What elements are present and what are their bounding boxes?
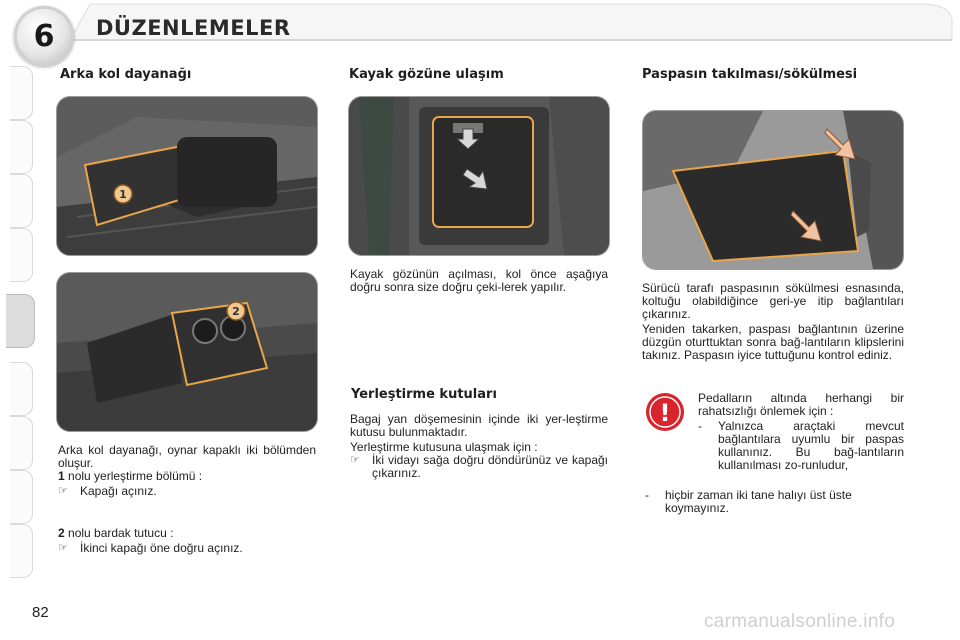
chapter-tab[interactable] <box>10 120 33 174</box>
storage-text: Bagaj yan döşemesinin içinde iki yer-leştirme kutusu bulunmaktadır. <box>350 412 608 439</box>
armrest-item2-text: nolu bardak tutucu : <box>64 526 174 540</box>
armrest-photo-1 <box>56 96 318 256</box>
ski-hatch-photo <box>348 96 610 256</box>
armrest-item1 <box>58 470 316 483</box>
warning-dash-2-text: hiçbir zaman iki tane halıyı üst üste koymayınız. <box>665 488 852 515</box>
armrest-description <box>58 444 316 555</box>
storage-bullet <box>350 454 608 480</box>
chapter-tabs <box>0 66 34 576</box>
armrest-item2-bullet-text: İkinci kapağı öne doğru açınız. <box>80 541 243 555</box>
chapter-tab[interactable] <box>10 66 33 120</box>
ski-hatch-description: Kayak gözünün açılması, kol önce aşağıya doğru sonra size doğru çeki-lerek yapılır. <box>350 267 608 294</box>
mat-refit-text: Yeniden takarken, paspası bağlantının üzerine düzgün oturttuktan sonra bağ-lantıların klipslerini takınız. Paspasın iyice tuttuğunu kontrol ediniz. <box>642 322 904 362</box>
floor-mat-photo <box>642 110 904 270</box>
chapter-tab[interactable] <box>10 228 33 282</box>
chapter-tab-active[interactable] <box>6 294 35 348</box>
warning-dash-1 <box>698 420 904 472</box>
mat-removal-text: Sürücü tarafı paspasının sökülmesi esnasında, koltuğu olabildiğince geri-ye itip bağlantıları çıkarınız. <box>642 281 904 321</box>
armrest-intro: Arka kol dayanağı, oynar kapaklı iki bölümden oluşur. <box>58 443 316 470</box>
armrest-item2-number: 2 <box>58 526 65 540</box>
bullet-icon: ☞ <box>350 454 360 466</box>
section-heading-armrest: Arka kol dayanağı <box>60 67 192 82</box>
chapter-tab[interactable] <box>10 362 33 416</box>
section-heading-ski-hatch: Kayak gözüne ulaşım <box>349 67 504 82</box>
dash-mark: - <box>645 488 649 502</box>
chapter-title: DÜZENLEMELER <box>96 16 291 40</box>
storage-access: Yerleştirme kutusuna ulaşmak için : <box>350 440 538 454</box>
chapter-tab[interactable] <box>10 470 33 524</box>
dash-mark: - <box>698 419 702 433</box>
warning-mark: ! <box>659 399 671 427</box>
section-heading-mat: Paspasın takılması/sökülmesi <box>642 67 858 82</box>
chapter-tab[interactable] <box>10 416 33 470</box>
page-number: 82 <box>32 604 49 621</box>
armrest-item2 <box>58 527 316 540</box>
armrest-item1-bullet-text: Kapağı açınız. <box>80 484 157 498</box>
armrest-item1-number: 1 <box>58 469 65 483</box>
warning-dash-1-text: Yalnızca araçtaki mevcut bağlantılara uyumlu bir paspas kullanınız. Bu bağ-lantıların kullanılması zo-runludur, <box>718 419 904 472</box>
warning-dash-2 <box>645 489 905 515</box>
armrest-photo-2 <box>56 272 318 432</box>
callout-2-label: 2 <box>232 305 240 318</box>
callout-1-label: 1 <box>119 188 127 201</box>
mat-description <box>642 282 904 362</box>
warning-intro: Pedalların altında herhangi bir rahatsızlığı önlemek için : <box>698 391 904 418</box>
warning-icon <box>645 392 685 432</box>
bullet-icon: ☞ <box>58 542 68 554</box>
section-heading-storage-boxes: Yerleştirme kutuları <box>351 387 497 402</box>
storage-bullet-text: İki vidayı sağa doğru döndürünüz ve kapağı çıkarınız. <box>372 453 608 480</box>
chapter-tab[interactable] <box>10 524 33 578</box>
storage-description <box>350 413 608 480</box>
armrest-item1-text: nolu yerleştirme bölümü : <box>64 469 203 483</box>
armrest-item2-bullet <box>58 542 316 555</box>
bullet-icon: ☞ <box>58 485 68 497</box>
watermark: carmanualsonline.info <box>704 611 896 632</box>
chapter-tab[interactable] <box>10 174 33 228</box>
armrest-item1-bullet <box>58 485 316 498</box>
chapter-number-badge: 6 <box>14 6 74 66</box>
